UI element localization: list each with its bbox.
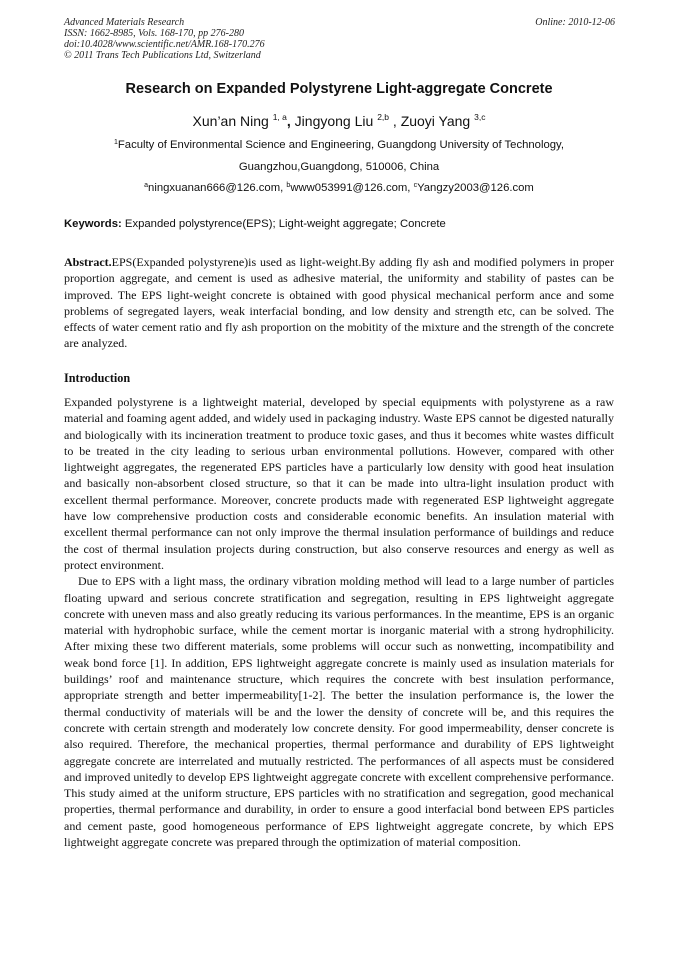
- doi-line: doi:10.4028/www.scientific.net/AMR.168-170.276: [64, 39, 265, 50]
- affiliation-text: Faculty of Environmental Science and Engineering, Guangdong University of Technology,: [117, 139, 564, 151]
- author-superscript: 3,c: [474, 112, 486, 122]
- email-address[interactable]: Yangzy2003@126.com: [417, 182, 534, 194]
- author-superscript: 2,b: [377, 112, 390, 122]
- affiliation-line-2: Guangzhou,Guangdong, 510006, China: [238, 161, 440, 173]
- abstract-text: EPS(Expanded polystyrene)is used as light-weight.By adding fly ash and modified polymers in proper proportion aggregate, and cement is used as adhesive material, the uniformity and stability of pastes can be improved. The EPS light-weight concrete is obtained with good physical mechanical perform ance and some problems of segregated layers, weak interfacial bonding, and low density and strength etc, can be solved. The effects of water cement ratio and fly ash proportion on the mobitity of the mixture and the strength of the concrete are analyzed.: [64, 255, 614, 351]
- online-date: Online: 2010-12-06: [535, 17, 615, 28]
- copyright-line: © 2011 Trans Tech Publications Ltd, Switzerland: [64, 50, 261, 61]
- email-address[interactable]: ningxuanan666@126.com: [148, 182, 281, 194]
- abstract: [64, 254, 614, 352]
- author-superscript: 1, a: [272, 112, 287, 122]
- issn-line: ISSN: 1662-8985, Vols. 168-170, pp 276-280: [64, 28, 244, 39]
- email-superscript: c: [413, 182, 418, 189]
- email-line: $^a$ningxuanan666@126.com, $^b$www053991@126.com, $^c$Yangzy2003@126.com: [144, 182, 534, 194]
- affiliation-superscript: 1: [114, 139, 118, 146]
- abstract-label: Abstract.: [64, 255, 112, 269]
- journal-name: Advanced Materials Research: [64, 17, 185, 28]
- author-name: Zuoyi Yang: [400, 113, 471, 129]
- email-superscript: b: [286, 182, 291, 189]
- paragraph: Expanded polystyrene is a lightweight material, developed by special equipments with polystyrene as a raw material and foaming agent added, and widely used in packaging industry. Waste EPS cannot be digested naturally and biologically with its incineration treatment to produce toxic gases, and thus it becomes white wastes difficult to be treated in the city leading to serious urban environmental pollutions. However, compared with other lightweight aggregates, the regenerated EPS particles have a particularly low density with good heat insulation and basically non-absorbent closed structure, so that it can be made into ultra-light insulation product with excellent thermal performance. Moreover, concrete products made with regenerated ESP lightweight aggregate have low comprehensive production costs and considerable economic benefits. An insulation material with excellent thermal performance can not only improve the thermal insulation performance of buildings and reduce the cost of thermal insulation projects during construction, but also conserve resources and energy as well as protect environment.: [64, 395, 614, 572]
- author-separator: ,: [389, 113, 397, 129]
- email-superscript: a: [144, 182, 149, 189]
- introduction-body: [64, 394, 614, 850]
- author-separator: ,: [286, 113, 291, 129]
- author-list: [0, 112, 678, 129]
- affiliation-line-1: [0, 139, 678, 151]
- author-name: Jingyong Liu: [294, 113, 374, 129]
- paper-title: Research on Expanded Polystyrene Light-aggregate Concrete: [125, 81, 553, 97]
- keywords-label: Keywords:: [64, 218, 122, 230]
- author-name: Xun’an Ning: [192, 113, 269, 129]
- email-address[interactable]: www053991@126.com: [290, 182, 408, 194]
- paragraph: Due to EPS with a light mass, the ordinary vibration molding method will lead to a large number of particles floating upward and serious concrete stratification and segregation, resulting in EPS lightweight aggregate concrete with uneven mass and also greatly reducing its various performances. In the meantime, EPS is an organic material with hydrophobic surface, while the cement mortar is inorganic material with a strong hydrophilicity. After mixing these two different materials, some problems will occur such as nonwetting, incompatibility and weak bond force [1]. In addition, EPS lightweight aggregate concrete is mainly used as insulation materials for buildings’ roof and maintenance structure, which requires the concrete with best insulation performance, appropriate strength and better impermeability[1-2]. The better the insulation performance is, the lower the thermal conductivity of materials will be and the lower the density of concrete will be, and this requires the concrete with certain strength and moderately low concrete density. For good impermeability, denser concrete is also required. Therefore, the mechanical properties, thermal performance and durability of EPS lightweight aggregate concrete are interrelated and mutually restricted. The performances of all aspects must be considered and improved unitedly to develop EPS lightweight aggregate concrete with excellent comprehensive performance. This study aimed at the uniform structure, EPS particles with no stratification and segregation, good mechanical properties, thermal performance and durability, in order to ensure a good interfacial bond between EPS particles and cement paste, good homogeneous performance of EPS lightweight aggregate concrete, by which EPS lightweight aggregate concrete was prepared through the optimization of material composition.: [64, 574, 614, 850]
- keywords-text: Expanded polystyrence(EPS); Light-weight aggregate; Concrete: [124, 218, 446, 230]
- section-heading-introduction: Introduction: [64, 371, 131, 385]
- keywords: [64, 218, 624, 230]
- journal-header: [64, 17, 484, 61]
